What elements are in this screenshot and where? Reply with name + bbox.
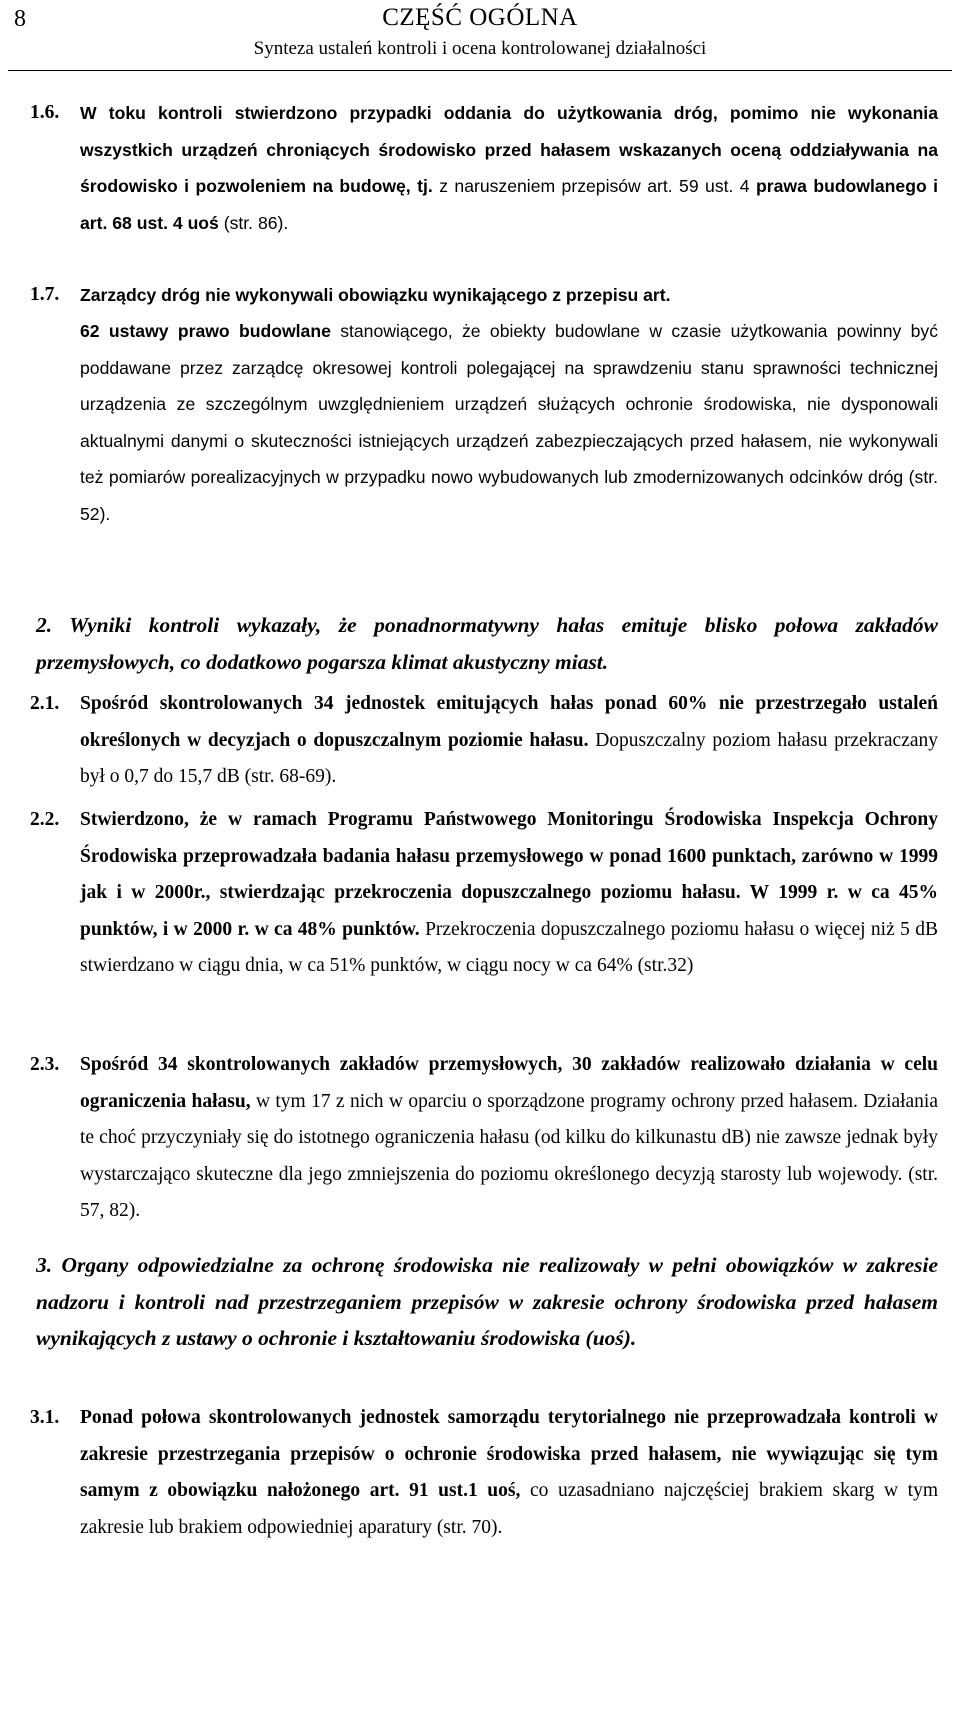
paragraph-1-6	[80, 95, 938, 241]
paragraph-bold-text: prawa budowlanego i art. 68 ust. 4 uoś	[80, 176, 939, 233]
paragraph-3-1	[80, 1400, 938, 1546]
paragraph-text: Przekroczenia dopuszczalnego poziomu hałasu o więcej niż 5 dB stwierdzano w ciągu dnia, w ca 51% punktów, w ciągu nocy w ca 64% (str.32)	[80, 918, 938, 976]
paragraph-number: 2.1.	[30, 693, 60, 714]
paragraph-bold-text: Spośród 34 skontrolowanych zakładów przemysłowych, 30 zakładów realizowało działania w celu ograniczenia hałasu,	[80, 1054, 938, 1112]
section-3-heading: 3. Organy odpowiedzialne za ochronę środowiska nie realizowały w pełni obowiązków w zakresie nadzoru i kontroli nad przestrzeganiem przepisów w zakresie ochrony środowiska przed hałasem wynikających z ustawy o ochronie i kształtowaniu środowiska (uoś).	[36, 1253, 938, 1350]
header-title: CZĘŚĆ OGÓLNA	[382, 4, 578, 31]
paragraph-text: stanowiącego, że obiekty budowlane w czasie użytkowania powinny być poddawane przez zarządcę okresowej kontroli polegającej na sprawdzeniu stanu sprawności technicznej urządzenia ze szczególnym uwzględnieniem urządzeń służących ochronie środowiska, nie dysponowali aktualnymi danymi o skuteczności istniejących urządzeń zabezpieczających przed hałasem, nie wykonywali też pomiarów porealizacyjnych w przypadku nowo wybudowanych lub zmodernizowanych odcinków dróg (str. 52).	[80, 321, 938, 524]
paragraph-text: Dopuszczalny poziom hałasu przekraczany był o 0,7 do 15,7 dB (str. 68-69).	[80, 729, 939, 787]
paragraph-text: z naruszeniem przepisów art. 59 ust. 4	[439, 176, 750, 196]
paragraph-bold-text: Stwierdzono, że w ramach Programu Państwowego Monitoringu Środowiska Inspekcja Ochrony Środowiska przeprowadzała badania hałasu przemysłowego w ponad 1600 punktach, zarówno w 1999 jak i w 2000r., stwierdzając przekroczenia dopuszczalnego poziomu hałasu. W 1999 r. w ca 45% punktów, i w 2000 r. w ca 48% punktów.	[80, 809, 938, 940]
header-rule	[8, 70, 952, 71]
paragraph-number: 1.6.	[30, 102, 60, 123]
paragraph-bold-text: Ponad połowa skontrolowanych jednostek samorządu terytorialnego nie przeprowadzała kontroli w zakresie przestrzegania przepisów o ochronie środowiska przed hałasem, nie wywiązując się tym samym z obowiązku nałożonego art. 91 ust.1 uoś,	[80, 1407, 938, 1501]
paragraph-number: 2.2.	[30, 809, 60, 830]
paragraph-text: (str. 86).	[223, 212, 289, 233]
paragraph-number: 2.3.	[30, 1054, 60, 1075]
paragraph-bold-text: W toku kontroli stwierdzono przypadki oddania do użytkowania dróg, pomimo nie wykonania wszystkich urządzeń chroniących środowisko przed hałasem wskazanych oceną oddziaływania na środowisko i pozwoleniem na budowę, tj.	[80, 103, 938, 196]
page-number: 8	[14, 6, 26, 32]
paragraph-text: w tym 17 z nich w oparciu o sporządzone programy ochrony przed hałasem. Działania te choć przyczyniały się do istotnego ograniczenia hałasu (od kilku do kilkunastu dB) nie zawsze jednak były wystarczająco skuteczne dla jego zmniejszenia do poziomu określonego decyzją starosty lub wojewody. (str. 57, 82).	[80, 1090, 938, 1221]
header-subtitle: Synteza ustaleń kontroli i ocena kontrolowanej działalności	[253, 38, 707, 59]
paragraph-2-1	[80, 686, 938, 796]
paragraph-text: co uzasadniano najczęściej brakiem skarg w tym zakresie lub brakiem odpowiedniej aparatury (str. 70).	[80, 1480, 938, 1538]
section-2-heading: 2. Wyniki kontroli wykazały, że ponadnormatywny hałas emituje blisko połowa zakładów przemysłowych, co dodatkowo pogarsza klimat akustyczny miast.	[36, 613, 938, 674]
paragraph-number: 1.7.	[30, 284, 60, 305]
paragraph-bold-text: 62 ustawy prawo budowlane	[80, 321, 331, 341]
paragraph-2-2	[80, 802, 938, 985]
paragraph-2-3	[80, 1047, 938, 1230]
paragraph-bold-text: Spośród skontrolowanych 34 jednostek emitujących hałas ponad 60% nie przestrzegało ustaleń określonych w decyzjach o dopuszczalnym poziomie hałasu.	[80, 693, 938, 751]
paragraph-1-7-heading: Zarządcy dróg nie wykonywali obowiązku wynikającego z przepisu art.	[80, 285, 671, 305]
paragraph-1-7	[80, 313, 938, 532]
paragraph-number: 3.1.	[30, 1407, 60, 1428]
